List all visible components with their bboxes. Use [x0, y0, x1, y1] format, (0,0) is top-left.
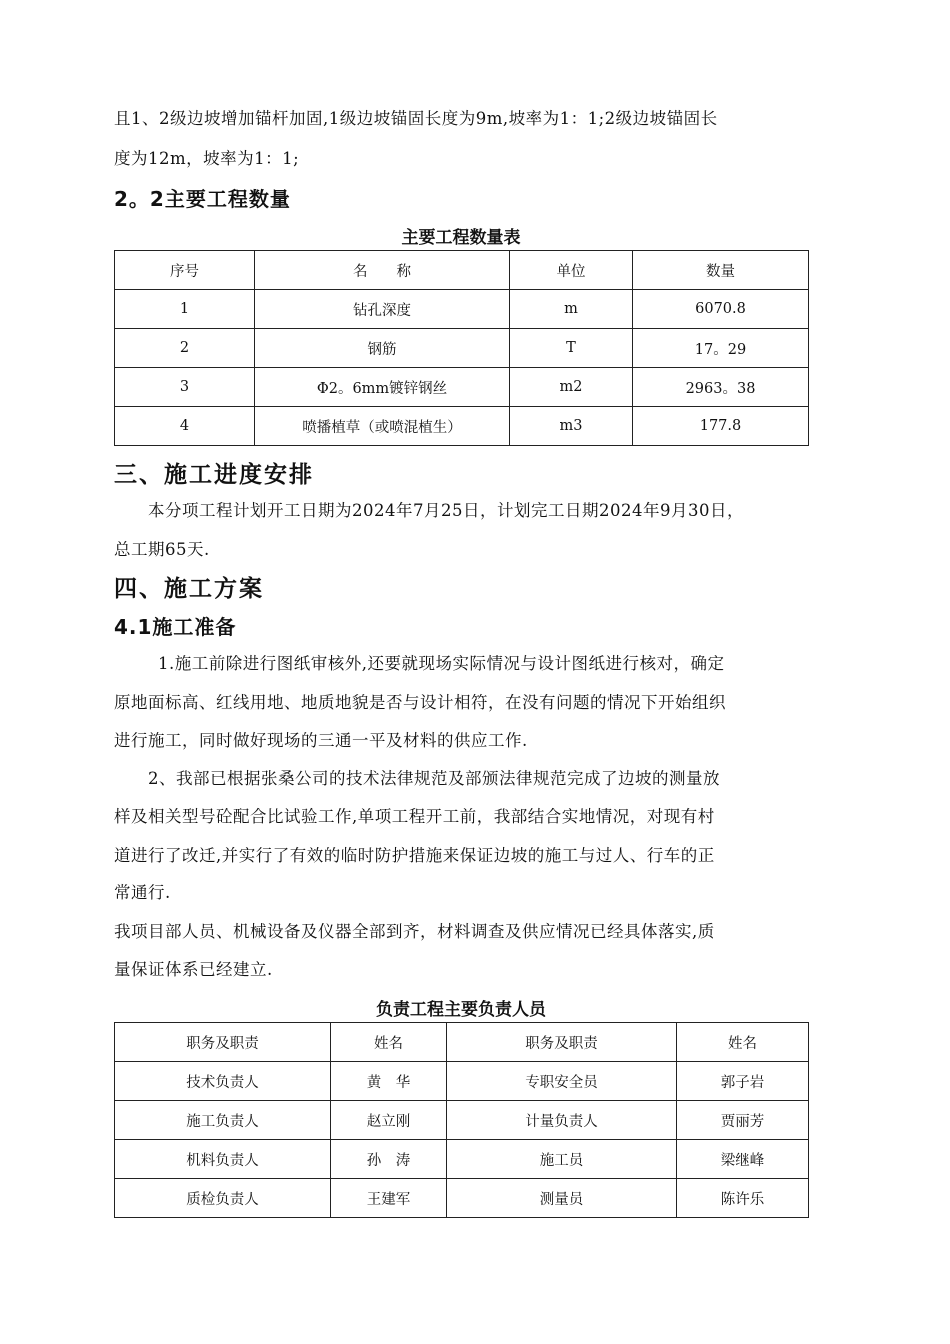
table-row — [115, 368, 809, 407]
table-cell: 1 — [115, 290, 255, 329]
table-cell: 钢筋 — [255, 329, 510, 368]
table-cell: m — [510, 290, 633, 329]
table-cell: 专职安全员 — [447, 1062, 677, 1101]
table-row — [115, 329, 809, 368]
table-cell: 177.8 — [633, 407, 809, 446]
header-cell: 单位 — [510, 251, 633, 290]
table-cell: 赵立刚 — [331, 1101, 447, 1140]
table-cell: m2 — [510, 368, 633, 407]
table-cell: 计量负责人 — [447, 1101, 677, 1140]
table-header-row — [115, 251, 809, 290]
table-cell: 机料负责人 — [115, 1140, 331, 1179]
table-cell: 黄 华 — [331, 1062, 447, 1101]
prep-p2-line-2: 样及相关型号砼配合比试验工作,单项工程开工前，我部结合实地情况，对现有村 — [114, 807, 715, 826]
prep-p1-line-1: 1.施工前除进行图纸审核外,还要就现场实际情况与设计图纸进行核对，确定 — [158, 654, 725, 673]
prep-p3-line-1: 我项目部人员、机械设备及仪器全部到齐，材料调查及供应情况已经具体落实,质 — [114, 922, 715, 941]
table-row — [115, 1179, 809, 1218]
table-cell: Φ2。6mm镀锌钢丝 — [255, 368, 510, 407]
prep-p2-line-4: 常通行. — [114, 883, 171, 902]
section-4-1-heading: 4.1施工准备 — [114, 615, 237, 639]
table-cell: 4 — [115, 407, 255, 446]
table-cell: 陈许乐 — [677, 1179, 809, 1218]
prep-p1-line-2: 原地面标高、红线用地、地质地貌是否与设计相符，在没有问题的情况下开始组织 — [114, 693, 726, 712]
prep-p2-line-3: 道进行了改迁,并实行了有效的临时防护措施来保证边坡的施工与过人、行车的正 — [114, 846, 715, 865]
schedule-line-1: 本分项工程计划开工日期为2024年7月25日，计划完工日期2024年9月30日， — [148, 501, 744, 520]
section-4-heading: 四、施工方案 — [114, 576, 264, 602]
table-row — [115, 290, 809, 329]
quantity-table-caption: 主要工程数量表 — [401, 228, 521, 248]
prep-p1-line-3: 进行施工，同时做好现场的三通一平及材料的供应工作. — [114, 731, 528, 750]
table-cell: m3 — [510, 407, 633, 446]
table-cell: 2 — [115, 329, 255, 368]
table-row — [115, 1062, 809, 1101]
prep-p3-line-2: 量保证体系已经建立. — [114, 960, 273, 979]
personnel-table — [114, 1022, 809, 1218]
table-cell: 王建军 — [331, 1179, 447, 1218]
section-2-2-heading: 2。2主要工程数量 — [114, 187, 291, 211]
table-cell: 施工员 — [447, 1140, 677, 1179]
table-cell: 钻孔深度 — [255, 290, 510, 329]
table-row — [115, 407, 809, 446]
table-cell: 郭子岩 — [677, 1062, 809, 1101]
personnel-table-caption: 负责工程主要负责人员 — [376, 1000, 546, 1020]
table-row — [115, 1140, 809, 1179]
header-cell: 职务及职责 — [115, 1023, 331, 1062]
prep-p2-line-1: 2、我部已根据张桑公司的技术法律规范及部颁法律规范完成了边坡的测量放 — [148, 769, 720, 788]
section-3-heading: 三、施工进度安排 — [114, 462, 314, 488]
quantity-table — [114, 250, 809, 446]
table-cell: 2963。38 — [633, 368, 809, 407]
table-cell: 17。29 — [633, 329, 809, 368]
header-cell: 序号 — [115, 251, 255, 290]
table-cell: 技术负责人 — [115, 1062, 331, 1101]
table-cell: 施工负责人 — [115, 1101, 331, 1140]
schedule-line-2: 总工期65天. — [114, 540, 210, 559]
header-cell: 姓名 — [677, 1023, 809, 1062]
header-cell: 姓名 — [331, 1023, 447, 1062]
table-cell: 梁继峰 — [677, 1140, 809, 1179]
intro-line-1: 且1、2级边坡增加锚杆加固,1级边坡锚固长度为9m,坡率为1：1;2级边坡锚固长 — [114, 109, 718, 128]
header-cell: 职务及职责 — [447, 1023, 677, 1062]
table-row — [115, 1101, 809, 1140]
table-cell: 质检负责人 — [115, 1179, 331, 1218]
table-cell: 测量员 — [447, 1179, 677, 1218]
table-cell: 孙 涛 — [331, 1140, 447, 1179]
table-cell: 3 — [115, 368, 255, 407]
table-cell: 喷播植草（或喷混植生） — [255, 407, 510, 446]
intro-line-2: 度为12m，坡率为1：1; — [114, 149, 300, 168]
table-cell: 贾丽芳 — [677, 1101, 809, 1140]
table-cell: T — [510, 329, 633, 368]
table-header-row — [115, 1023, 809, 1062]
header-cell: 数量 — [633, 251, 809, 290]
header-cell: 名 称 — [255, 251, 510, 290]
table-cell: 6070.8 — [633, 290, 809, 329]
